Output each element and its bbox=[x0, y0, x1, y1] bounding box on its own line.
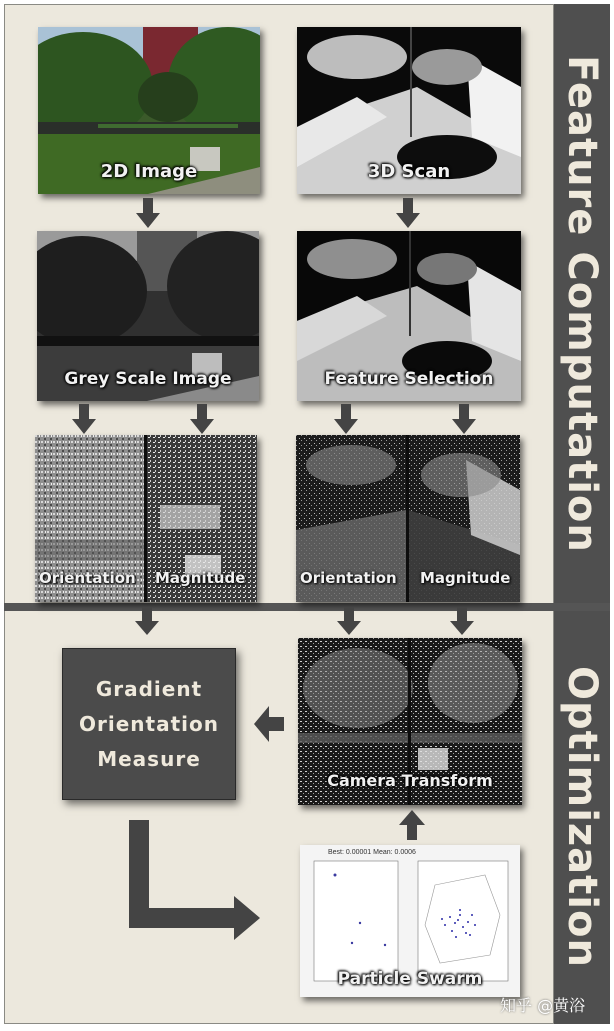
arrow-down-2 bbox=[396, 198, 420, 228]
arrow-down-7 bbox=[135, 607, 159, 635]
optimization-title: Optimization bbox=[559, 666, 606, 968]
elbow-arrow bbox=[126, 820, 262, 940]
caption-feature-selection: Feature Selection bbox=[324, 369, 494, 389]
caption-3d-scan: 3D Scan bbox=[367, 161, 451, 182]
caption-camera-transform: Camera Transform bbox=[327, 771, 493, 790]
arrow-down-9 bbox=[450, 607, 474, 635]
measure-line-3: Measure bbox=[97, 746, 201, 771]
arrow-down-3 bbox=[72, 404, 96, 434]
arrow-down-1 bbox=[136, 198, 160, 228]
split-line-left bbox=[144, 435, 147, 602]
feature-computation-title-wrap bbox=[554, 4, 610, 604]
label-orientation-right: Orientation bbox=[300, 569, 397, 587]
image-3d-scan bbox=[297, 27, 521, 194]
measure-line-2: Orientation bbox=[79, 711, 219, 736]
image-2d bbox=[38, 27, 260, 194]
image-grey-scale bbox=[37, 231, 259, 401]
arrow-down-8 bbox=[337, 607, 361, 635]
arrow-up bbox=[399, 810, 425, 840]
split-line-right bbox=[406, 435, 409, 602]
image-particle-swarm bbox=[300, 845, 520, 997]
image-feature-selection bbox=[297, 231, 521, 401]
arrow-left bbox=[254, 706, 284, 742]
section-divider bbox=[4, 603, 610, 611]
caption-particle-swarm: Particle Swarm bbox=[337, 969, 483, 989]
caption-grey-scale: Grey Scale Image bbox=[64, 369, 232, 389]
label-magnitude-right: Magnitude bbox=[420, 569, 511, 587]
optimization-title-wrap bbox=[554, 610, 610, 1024]
arrow-down-6 bbox=[452, 404, 476, 434]
plot-title: Best: 0.00001 Mean: 0.0006 bbox=[328, 849, 416, 856]
image-camera-transform bbox=[298, 638, 522, 805]
image-gradient-2d bbox=[35, 435, 257, 602]
feature-computation-title: Feature Computation bbox=[559, 55, 606, 553]
arrow-down-5 bbox=[334, 404, 358, 434]
image-gradient-3d bbox=[296, 435, 520, 602]
watermark: 知乎 @黄浴 bbox=[500, 996, 586, 1015]
arrow-down-4 bbox=[190, 404, 214, 434]
label-magnitude-left: Magnitude bbox=[155, 569, 246, 587]
measure-line-1: Gradient bbox=[95, 676, 203, 701]
gradient-orientation-measure-box bbox=[62, 648, 236, 800]
caption-2d-image: 2D Image bbox=[100, 161, 198, 182]
label-orientation-left: Orientation bbox=[39, 569, 136, 587]
